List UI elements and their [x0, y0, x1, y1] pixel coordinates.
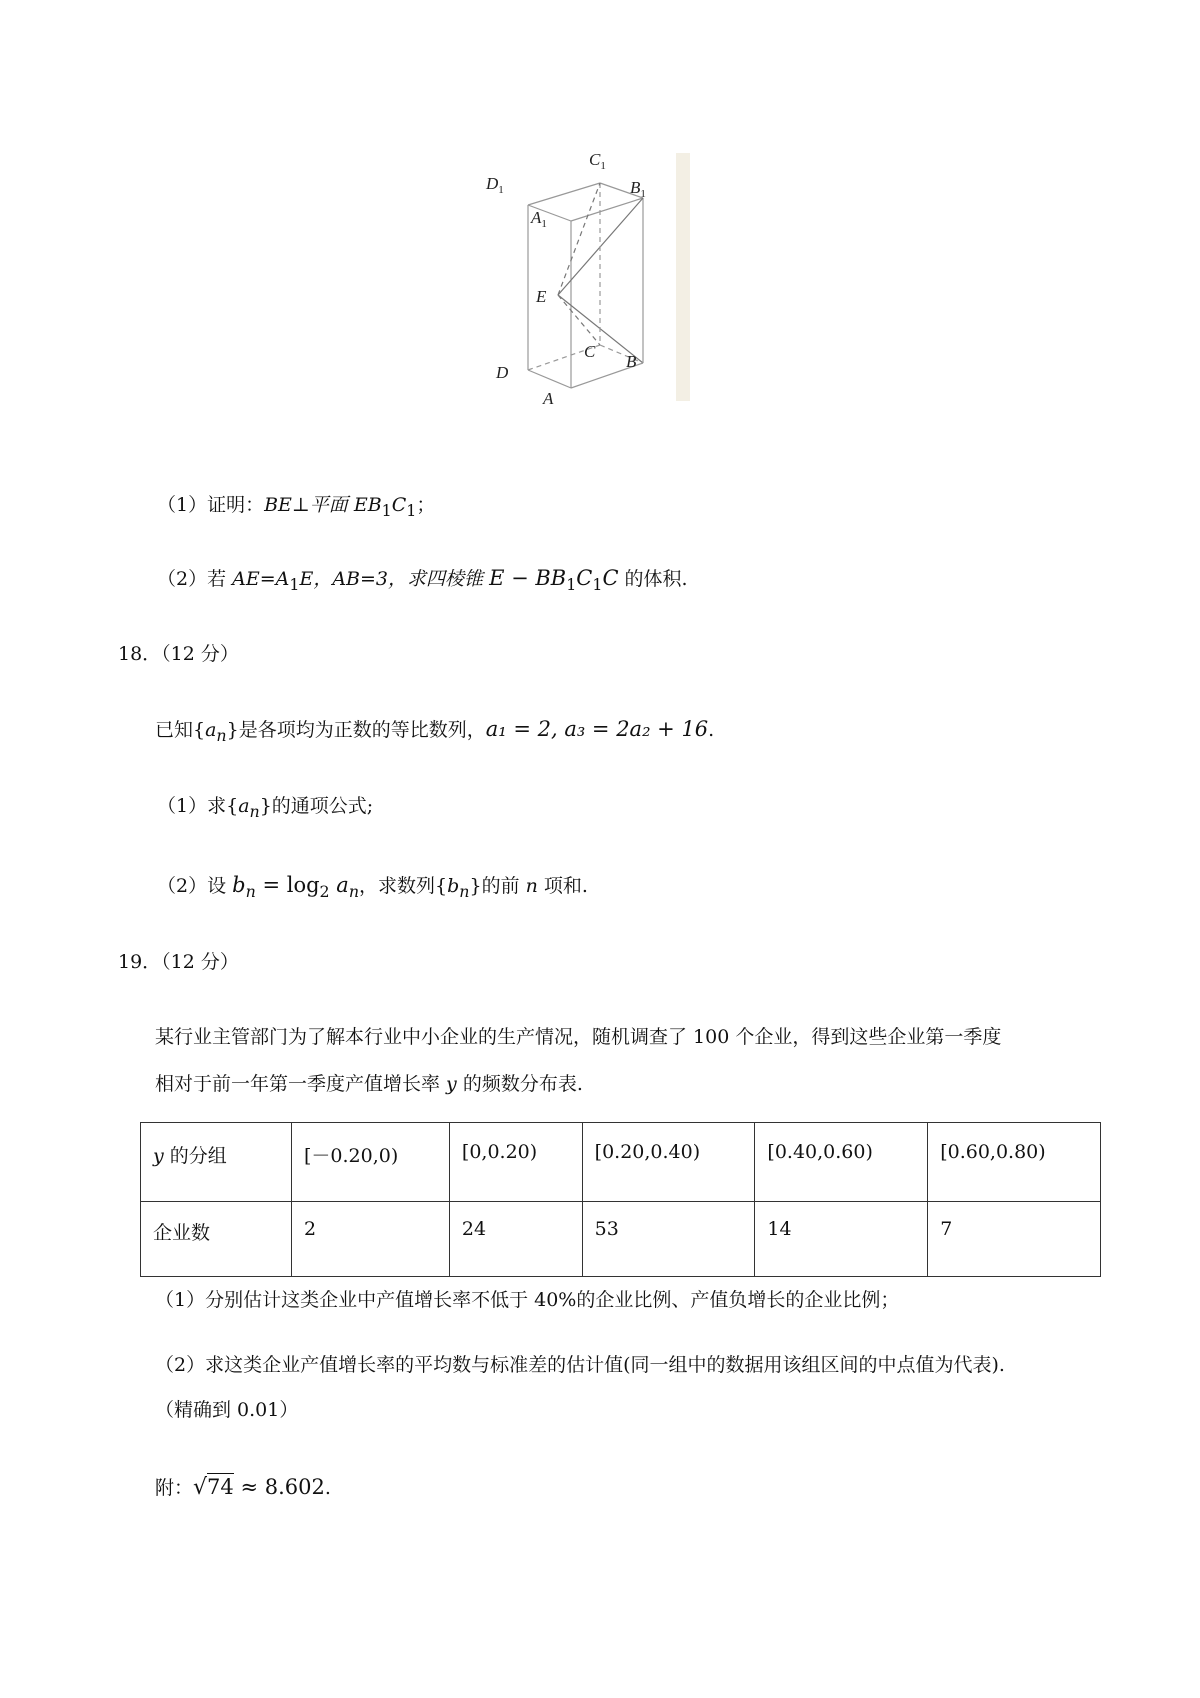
figure-shading — [676, 153, 690, 401]
q18-formula: a₁ = 2, a₃ = 2a₂ + 16 — [485, 717, 709, 741]
table-cell: 14 — [755, 1202, 928, 1277]
sqrt-symbol: √ — [193, 1475, 208, 1500]
q17-part2-text2: E，AB=3，求四棱锥 — [299, 568, 490, 590]
var-a: a — [205, 719, 217, 741]
var-c: C — [602, 566, 619, 590]
table-row-counts — [141, 1202, 1101, 1277]
label-e: E — [536, 287, 547, 306]
approx-value: ≈ 8.602 — [233, 1475, 325, 1499]
table-cell: [0.20,0.40) — [582, 1123, 755, 1202]
punct: . — [324, 1477, 331, 1499]
var-n: n — [525, 875, 538, 897]
q18-part1 — [157, 794, 373, 824]
table-cell: 7 — [928, 1202, 1101, 1277]
table-cell: [－0.20,0) — [292, 1123, 450, 1202]
subscript: 1 — [592, 574, 603, 594]
subscript: n — [348, 881, 360, 901]
var-a: a — [329, 873, 349, 897]
text: （1）求{ — [157, 795, 239, 817]
table-cell: [0,0.20) — [449, 1123, 582, 1202]
subscript: n — [459, 881, 470, 901]
q18-part2 — [157, 873, 588, 904]
subscript: n — [245, 881, 256, 901]
frequency-table — [140, 1122, 1101, 1277]
label-b1: $B_1$ — [630, 178, 646, 200]
table-header-cell: 企业数 — [141, 1202, 292, 1277]
table-header-cell — [141, 1123, 292, 1202]
q17-part1-label: （1）证明： — [157, 494, 265, 516]
var-b: b — [447, 875, 460, 897]
text: 的分组 — [163, 1145, 227, 1167]
table-cell: 2 — [292, 1202, 450, 1277]
text: }是各项均为正数的等比数列， — [226, 719, 486, 741]
text: ，求数列{ — [359, 875, 448, 897]
label-d1: $D_1$ — [486, 174, 504, 196]
text: 项和. — [537, 875, 588, 897]
var-y: y — [153, 1145, 164, 1167]
text: （2）设 — [157, 875, 233, 897]
text: 已知{ — [155, 719, 206, 741]
log: = log — [255, 873, 320, 897]
q17-part2 — [157, 566, 688, 597]
q17-part2-tail: 的体积. — [618, 568, 688, 590]
table-cell: 24 — [449, 1202, 582, 1277]
q19-heading: 19．（12 分） — [118, 951, 239, 973]
text: }的通项公式; — [259, 795, 374, 817]
q19-part1: （1）分别估计这类企业中产值增长率不低于 40%的企业比例、产值负增长的企业比例； — [155, 1289, 900, 1311]
subscript: 1 — [566, 574, 577, 594]
q17-part2-label: （2）若 — [157, 568, 233, 590]
label-d: D — [496, 363, 509, 382]
punct: ； — [416, 494, 436, 516]
text: 的频数分布表. — [456, 1073, 583, 1095]
q19-part2-line1: （2）求这类企业产值增长率的平均数与标准差的估计值(同一组中的数据用该组区间的中点值为代表). — [155, 1354, 1005, 1376]
subscript: 1 — [381, 500, 392, 520]
var-a: a — [238, 795, 250, 817]
label-a: A — [543, 389, 554, 408]
table-cell: 53 — [582, 1202, 755, 1277]
label-a1: $A_1$ — [531, 208, 547, 230]
q19-stem-line1: 某行业主管部门为了解本行业中小企业的生产情况，随机调查了 100 个企业，得到这些企业第一季度 — [155, 1026, 1002, 1048]
subscript: 1 — [406, 500, 417, 520]
appendix-label: 附： — [155, 1477, 194, 1499]
q17-part1 — [157, 493, 435, 523]
subscript: 2 — [319, 881, 330, 901]
var-c: C — [576, 566, 593, 590]
q18-stem — [155, 717, 714, 748]
q19-appendix — [155, 1475, 331, 1500]
label-c1: $C_1$ — [589, 150, 606, 172]
q19-part2-line2: （精确到 0.01） — [155, 1399, 299, 1421]
var-c: C — [391, 494, 407, 516]
text: 相对于前一年第一季度产值增长率 — [155, 1073, 447, 1095]
var-y: y — [446, 1073, 457, 1095]
table-cell: [0.40,0.60) — [755, 1123, 928, 1202]
label-b: B — [626, 352, 637, 371]
q19-stem-line2 — [155, 1072, 583, 1096]
sqrt-radicand: 74 — [207, 1475, 234, 1499]
q18-heading: 18．（12 分） — [118, 643, 239, 665]
figure-labels — [485, 150, 646, 408]
var-b: b — [232, 873, 246, 897]
subscript: 1 — [289, 574, 300, 594]
q17-part1-text: BE⊥平面 EB — [264, 494, 382, 516]
text: }的前 — [469, 875, 526, 897]
q17-part2-text1: AE=A — [232, 568, 290, 590]
subscript: n — [216, 725, 227, 745]
subscript: n — [249, 801, 260, 821]
table-cell: [0.60,0.80) — [928, 1123, 1101, 1202]
table-row-groups — [141, 1123, 1101, 1202]
label-c: C — [584, 342, 596, 361]
punct: . — [708, 719, 715, 741]
q17-pyramid-expr: E − BB — [489, 566, 567, 590]
prism-figure — [486, 145, 710, 445]
